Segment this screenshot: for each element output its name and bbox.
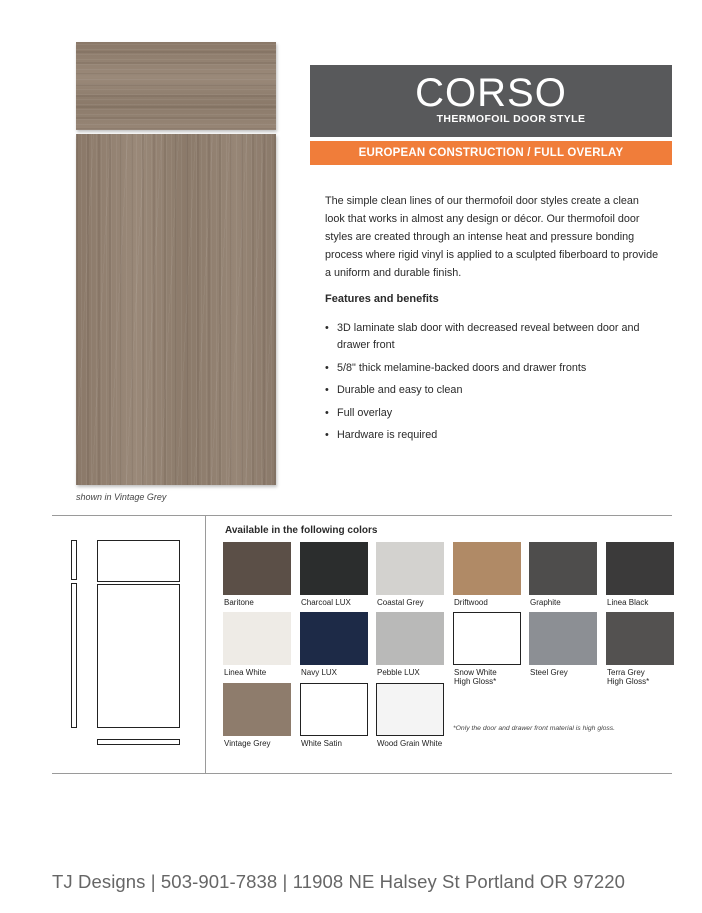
swatch-color [529, 542, 597, 595]
front-elevation-drawer [97, 540, 180, 582]
swatch-color [300, 542, 368, 595]
front-elevation-door [97, 584, 180, 728]
product-subtitle: THERMOFOIL DOOR STYLE [436, 113, 586, 125]
swatch-label: Vintage Grey [224, 739, 271, 748]
color-swatch [300, 542, 368, 607]
swatch-label: Wood Grain White [377, 739, 443, 748]
color-swatch [376, 612, 444, 677]
color-swatch [606, 612, 674, 686]
product-title: CORSO [415, 71, 567, 115]
feature-item: • Durable and easy to clean [325, 382, 645, 399]
swatch-label: Navy LUX [301, 668, 338, 677]
feature-item: • Hardware is required [325, 427, 645, 444]
swatch-label: Baritone [224, 598, 254, 607]
drawer-front [76, 42, 276, 130]
swatch-label: Driftwood [454, 598, 488, 607]
image-caption: shown in Vintage Grey [76, 492, 167, 502]
door-product-image [76, 42, 276, 485]
color-swatch [529, 542, 597, 607]
swatch-color [453, 612, 521, 665]
top-profile [97, 739, 180, 745]
colors-title: Available in the following colors [225, 525, 378, 536]
swatch-label: Graphite [530, 598, 561, 607]
swatch-color [300, 683, 368, 736]
color-swatch [606, 542, 674, 607]
swatch-color [529, 612, 597, 665]
feature-item: • 5/8" thick melamine-backed doors and drawer fronts [325, 360, 645, 377]
footer-contact: TJ Designs | 503-901-7838 | 11908 NE Halsey St Portland OR 97220 [52, 871, 626, 892]
color-swatch [376, 683, 444, 748]
swatch-label: Snow White High Gloss* [454, 668, 497, 686]
gloss-note: *Only the door and drawer front material is high gloss. [453, 725, 616, 732]
color-swatch [223, 542, 291, 607]
product-description: The simple clean lines of our thermofoil door styles create a clean look that works in almost any design or décor. Our thermofoil door styles are created through an intense heat and pressure bonding process where rigid vinyl is applied to a sculpted fiberboard to provide a uniform and durable finish. [325, 195, 659, 279]
door-front [76, 134, 276, 485]
color-swatch [223, 683, 291, 748]
swatch-color [453, 542, 521, 595]
color-swatch [529, 612, 597, 677]
color-swatch [300, 683, 368, 748]
swatch-color [606, 542, 674, 595]
color-swatch [223, 612, 291, 677]
title-banner [310, 65, 672, 137]
swatch-color [376, 612, 444, 665]
feature-item: • 3D laminate slab door with decreased reveal between door and drawer front [325, 320, 645, 354]
swatch-color [223, 612, 291, 665]
swatch-label: Linea White [224, 668, 267, 677]
features-list [325, 320, 645, 450]
swatch-label: Pebble LUX [377, 668, 420, 677]
side-profile-drawer [71, 540, 77, 580]
swatch-color [223, 683, 291, 736]
color-swatch [376, 542, 444, 607]
swatch-color [223, 542, 291, 595]
feature-item: • Full overlay [325, 405, 645, 422]
swatch-label: Steel Grey [530, 668, 568, 677]
swatch-color [606, 612, 674, 665]
color-swatch [300, 612, 368, 677]
door-line-drawing [68, 538, 183, 748]
swatch-color [376, 542, 444, 595]
swatch-label: White Satin [301, 739, 342, 748]
vertical-divider [205, 515, 206, 773]
top-divider [52, 515, 672, 516]
side-profile-door [71, 583, 77, 728]
features-title: Features and benefits [325, 293, 439, 305]
construction-banner: EUROPEAN CONSTRUCTION / FULL OVERLAY [310, 141, 672, 165]
swatch-color [376, 683, 444, 736]
swatch-label: Coastal Grey [377, 598, 424, 607]
bottom-divider [52, 773, 672, 774]
swatch-label: Terra Grey High Gloss* [607, 668, 650, 686]
swatch-color [300, 612, 368, 665]
color-swatch [453, 542, 521, 607]
swatch-label: Linea Black [607, 598, 649, 607]
swatch-label: Charcoal LUX [301, 598, 351, 607]
color-swatch [453, 612, 521, 686]
